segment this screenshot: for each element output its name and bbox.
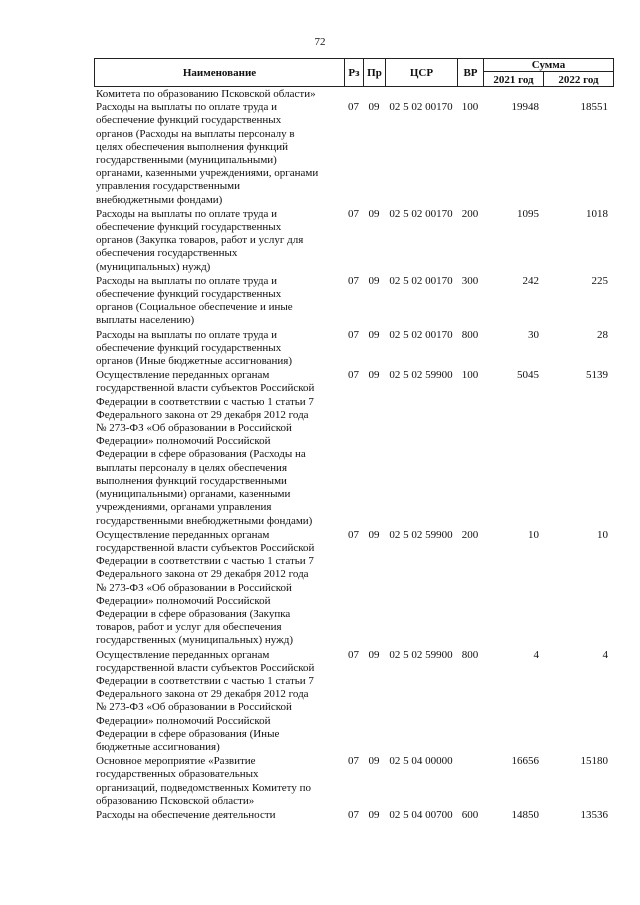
row-sum-2021: 4 — [533, 648, 539, 661]
table-row — [94, 88, 614, 101]
row-rz: 07 — [348, 755, 359, 768]
row-name: Расходы на выплаты по оплате труда и обеспечение функций государственных органов (Социальное обеспечение и иные выплаты населению) — [96, 274, 293, 327]
table-row — [94, 275, 614, 328]
row-sum-2021: 16656 — [511, 755, 539, 768]
row-pr: 09 — [368, 755, 380, 768]
row-name: Осуществление переданных органам государственной власти субъектов Российской Федерации в соответствии с частью 1 статьи 7 Федерального закона от 29 декабря 2012 года № 273-ФЗ «Об образовании в Российской Федерации» полномочий Российской Федерации в сфере образования (Иные бюджетные ассигнования) — [96, 648, 315, 753]
row-pr: 09 — [368, 808, 380, 821]
header-sum: Сумма — [483, 59, 614, 72]
row-csr: 02 5 02 00170 — [389, 328, 453, 341]
row-rz: 07 — [348, 101, 359, 114]
row-pr: 09 — [368, 274, 380, 287]
row-name: Расходы на выплаты по оплате труда и обеспечение функций государственных органов (Закупка товаров, работ и услуг для обеспечения государственных (муниципальных) нужд) — [96, 207, 304, 273]
row-sum-2021: 242 — [522, 274, 539, 287]
row-vr: 800 — [461, 648, 479, 661]
table-header — [94, 58, 614, 87]
row-rz: 07 — [348, 808, 359, 821]
row-vr: 300 — [461, 274, 479, 287]
row-pr: 09 — [368, 101, 380, 114]
row-pr: 09 — [368, 369, 380, 382]
row-sum-2022: 4 — [602, 648, 608, 661]
table-row — [94, 649, 614, 755]
header-pr: Пр — [363, 59, 385, 87]
row-name: Осуществление переданных органам государственной власти субъектов Российской Федерации в соответствии с частью 1 статьи 7 Федерального закона от 29 декабря 2012 года № 273-ФЗ «Об образовании в Российской Федерации» полномочий Российской Федерации в сфере образования (Расходы на выплаты персоналу в целях обеспечения выполнения функций государственными (муниципальными) органами, казенными учреждениями, органами управления государственными внебюджетными фондами) — [96, 369, 315, 527]
row-sum-2022: 1018 — [586, 207, 608, 220]
header-vr: ВР — [457, 59, 483, 87]
row-name: Комитета по образованию Псковской области» — [96, 88, 316, 100]
table-row — [94, 809, 614, 822]
row-vr: 100 — [461, 369, 479, 382]
row-sum-2021: 10 — [528, 528, 539, 541]
page-number: 72 — [314, 36, 326, 48]
row-sum-2021: 30 — [528, 328, 539, 341]
row-vr: 200 — [461, 528, 479, 541]
table-row — [94, 529, 614, 648]
row-csr: 02 5 02 00170 — [389, 274, 453, 287]
row-pr: 09 — [368, 328, 380, 341]
row-sum-2021: 5045 — [517, 369, 539, 382]
row-sum-2022: 10 — [597, 528, 608, 541]
row-rz: 07 — [348, 207, 359, 220]
row-name: Расходы на выплаты по оплате труда и обеспечение функций государственных органов (Иные бюджетные ассигнования) — [96, 328, 293, 368]
table-row — [94, 101, 614, 207]
row-csr: 02 5 04 00000 — [389, 755, 453, 768]
table-row — [94, 208, 614, 274]
row-name: Осуществление переданных органам государственной власти субъектов Российской Федерации в соответствии с частью 1 статьи 7 Федерального закона от 29 декабря 2012 года № 273-ФЗ «Об образовании в Российской Федерации» полномочий Российской Федерации в сфере образования (Закупка товаров, работ и услуг для обеспечения государственных (муниципальных) нужд) — [96, 528, 315, 647]
table-body — [94, 88, 614, 822]
row-pr: 09 — [368, 207, 380, 220]
header-divider — [94, 86, 614, 87]
row-vr: 800 — [461, 328, 479, 341]
row-csr: 02 5 02 00170 — [389, 101, 453, 114]
row-rz: 07 — [348, 369, 359, 382]
row-sum-2021: 1095 — [517, 207, 539, 220]
row-sum-2022: 28 — [597, 328, 608, 341]
header-csr: ЦСР — [385, 59, 457, 87]
row-csr: 02 5 02 59900 — [389, 648, 453, 661]
table-row — [94, 329, 614, 369]
row-vr: 600 — [461, 808, 479, 821]
row-csr: 02 5 02 00170 — [389, 207, 453, 220]
row-vr: 100 — [461, 101, 479, 114]
row-sum-2022: 5139 — [586, 369, 608, 382]
row-sum-2022: 225 — [591, 274, 608, 287]
row-pr: 09 — [368, 648, 380, 661]
table-row — [94, 369, 614, 527]
row-sum-2022: 13536 — [580, 808, 608, 821]
header-year-2021: 2021 год — [483, 72, 543, 87]
row-sum-2022: 18551 — [580, 101, 608, 114]
header-rz: Рз — [344, 59, 363, 87]
row-pr: 09 — [368, 528, 380, 541]
row-csr: 02 5 02 59900 — [389, 369, 453, 382]
row-rz: 07 — [348, 528, 359, 541]
table-row — [94, 755, 614, 808]
row-name: Основное мероприятие «Развитие государственных образовательных организаций, подведомственных Комитету по образованию Псковской области» — [96, 755, 311, 807]
row-name: Расходы на обеспечение деятельности — [96, 808, 276, 821]
row-rz: 07 — [348, 648, 359, 661]
row-vr: 200 — [461, 207, 479, 220]
row-name: Расходы на выплаты по оплате труда и обеспечение функций государственных органов (Расходы на выплаты персоналу в целях обеспечения выполнения функций государственными (муниципальными) органами, казенными учреждениями, органами управления государственными внебюджетными фондами) — [96, 101, 319, 206]
row-sum-2021: 19948 — [511, 101, 539, 114]
header-name: Наименование — [94, 59, 344, 87]
row-rz: 07 — [348, 328, 359, 341]
row-csr: 02 5 02 59900 — [389, 528, 453, 541]
row-rz: 07 — [348, 274, 359, 287]
row-csr: 02 5 04 00700 — [389, 808, 453, 821]
header-year-2022: 2022 год — [543, 72, 614, 87]
row-sum-2022: 15180 — [580, 755, 608, 768]
row-sum-2021: 14850 — [511, 808, 539, 821]
